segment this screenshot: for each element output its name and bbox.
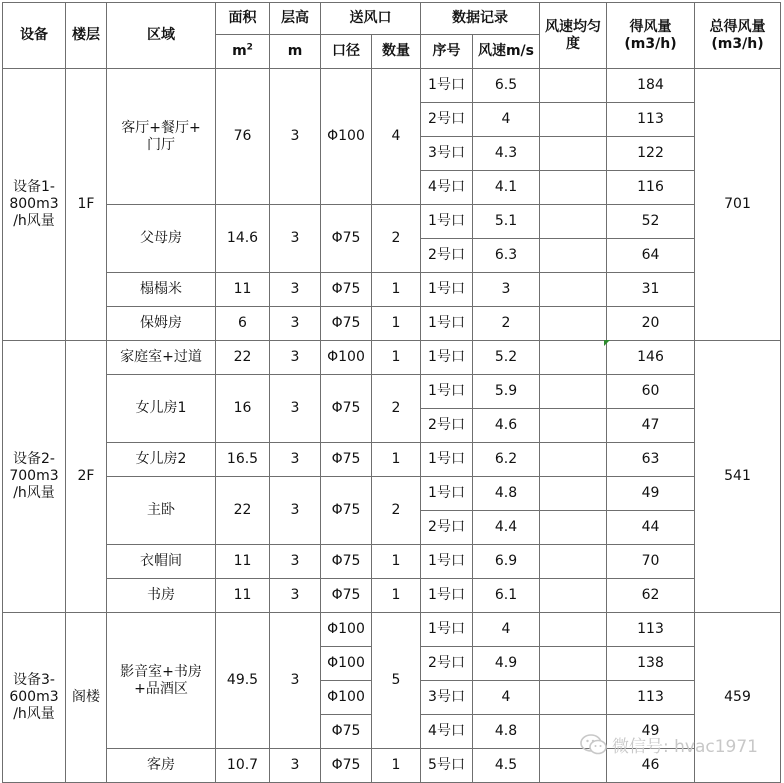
table-row [3,545,781,579]
total-airflow-cell: 701 [695,69,781,341]
total-airflow-cell: 541 [695,341,781,613]
watermark-text: 微信号: hvac1971 [612,737,758,757]
air-speed-cell: 4.3 [473,137,540,171]
room-height-cell: 3 [270,477,321,545]
table-row [3,307,781,341]
airflow-cell: 49 [607,715,695,749]
airflow-cell: 146 [607,341,695,375]
air-speed-cell: 4.8 [473,715,540,749]
airflow-cell: 46 [607,749,695,783]
vent-no-cell: 5号口 [421,749,473,783]
vent-no-cell: 1号口 [421,477,473,511]
vent-no-cell: 1号口 [421,579,473,613]
uniformity-cell [540,443,607,477]
uniformity-cell [540,341,607,375]
vent-count-cell: 2 [372,375,421,443]
vent-count-cell: 2 [372,205,421,273]
room-area-cell: 10.7 [216,749,270,783]
uniformity-cell [540,477,607,511]
vent-count-cell: 1 [372,545,421,579]
vent-count-cell: 4 [372,69,421,205]
room-height-cell: 3 [270,375,321,443]
vent-count-cell: 1 [372,749,421,783]
room-height-cell: 3 [270,341,321,375]
vent-no-cell: 1号口 [421,341,473,375]
vent-no-cell: 3号口 [421,681,473,715]
vent-diameter-cell: Φ75 [321,579,372,613]
vent-diameter-cell: Φ75 [321,375,372,443]
room-name-cell: 衣帽间 [107,545,216,579]
room-area-cell: 49.5 [216,613,270,749]
room-area-cell: 16 [216,375,270,443]
vent-diameter-cell: Φ100 [321,69,372,205]
vent-no-cell: 1号口 [421,69,473,103]
airflow-cell: 52 [607,205,695,239]
room-name-cell: 保姆房 [107,307,216,341]
header-height: 层高 [270,3,321,35]
table-row [3,579,781,613]
vent-count-cell: 5 [372,613,421,749]
airflow-cell: 47 [607,409,695,443]
uniformity-cell [540,69,607,103]
header-total-airflow: 总得风量 (m3/h) [695,3,781,69]
vent-diameter-cell: Φ75 [321,715,372,749]
room-name-cell: 女儿房1 [107,375,216,443]
header-floor: 楼层 [66,3,107,69]
airflow-cell: 60 [607,375,695,409]
vent-no-cell: 1号口 [421,443,473,477]
size-unit-sup: 2 [246,42,253,53]
uniformity-cell [540,273,607,307]
uniformity-cell [540,647,607,681]
vent-no-cell: 1号口 [421,613,473,647]
airflow-cell: 184 [607,69,695,103]
room-height-cell: 3 [270,443,321,477]
uniformity-cell [540,613,607,647]
uniformity-cell [540,579,607,613]
header-record-speed: 风速m/s [473,35,540,69]
cell-corner-mark [604,340,610,346]
table-row [3,375,781,409]
header-size: 面积 [216,3,270,35]
room-name-cell: 榻榻米 [107,273,216,307]
vent-diameter-cell: Φ100 [321,613,372,647]
room-name-cell: 书房 [107,579,216,613]
room-name-cell: 影音室+书房 +品酒区 [107,613,216,749]
uniformity-cell [540,681,607,715]
air-speed-cell: 4 [473,613,540,647]
room-name-cell: 家庭室+过道 [107,341,216,375]
air-speed-cell: 5.2 [473,341,540,375]
airflow-cell: 113 [607,681,695,715]
airflow-cell: 63 [607,443,695,477]
vent-diameter-cell: Φ75 [321,545,372,579]
air-speed-cell: 4.9 [473,647,540,681]
air-speed-cell: 4.4 [473,511,540,545]
airflow-cell: 138 [607,647,695,681]
airflow-cell: 113 [607,613,695,647]
vent-diameter-cell: Φ75 [321,477,372,545]
air-speed-cell: 5.1 [473,205,540,239]
table-row [3,273,781,307]
uniformity-cell [540,103,607,137]
room-name-cell: 父母房 [107,205,216,273]
vent-no-cell: 4号口 [421,715,473,749]
uniformity-cell [540,307,607,341]
vent-diameter-cell: Φ75 [321,443,372,477]
table-row [3,749,781,783]
vent-no-cell: 2号口 [421,511,473,545]
airflow-table [2,2,781,783]
room-height-cell: 3 [270,579,321,613]
header-device: 设备 [3,3,66,69]
air-speed-cell: 6.9 [473,545,540,579]
air-speed-cell: 6.5 [473,69,540,103]
vent-no-cell: 3号口 [421,137,473,171]
room-height-cell: 3 [270,273,321,307]
vent-count-cell: 1 [372,579,421,613]
vent-diameter-cell: Φ100 [321,341,372,375]
air-speed-cell: 4 [473,103,540,137]
vent-no-cell: 4号口 [421,171,473,205]
vent-count-cell: 2 [372,477,421,545]
vent-no-cell: 2号口 [421,647,473,681]
room-height-cell: 3 [270,205,321,273]
header-record: 数据记录 [421,3,540,35]
floor-cell: 2F [66,341,107,613]
device-cell: 设备1- 800m3 /h风量 [3,69,66,341]
airflow-cell: 113 [607,103,695,137]
room-height-cell: 3 [270,307,321,341]
uniformity-cell [540,511,607,545]
table-row [3,341,781,375]
room-area-cell: 16.5 [216,443,270,477]
table-row [3,443,781,477]
airflow-cell: 44 [607,511,695,545]
vent-diameter-cell: Φ75 [321,749,372,783]
room-area-cell: 76 [216,69,270,205]
vent-count-cell: 1 [372,307,421,341]
uniformity-cell [540,545,607,579]
vent-no-cell: 1号口 [421,545,473,579]
header-height-unit: m [270,35,321,69]
vent-diameter-cell: Φ75 [321,273,372,307]
room-area-cell: 11 [216,545,270,579]
airflow-cell: 49 [607,477,695,511]
vent-diameter-cell: Φ100 [321,647,372,681]
room-area-cell: 14.6 [216,205,270,273]
vent-count-cell: 1 [372,341,421,375]
air-speed-cell: 6.2 [473,443,540,477]
room-area-cell: 22 [216,477,270,545]
airflow-cell: 31 [607,273,695,307]
vent-count-cell: 1 [372,273,421,307]
table-row [3,613,781,647]
air-speed-cell: 4.8 [473,477,540,511]
air-speed-cell: 5.9 [473,375,540,409]
uniformity-cell [540,205,607,239]
airflow-cell: 62 [607,579,695,613]
room-name-cell: 主卧 [107,477,216,545]
header-airflow: 得风量 (m3/h) [607,3,695,69]
airflow-cell: 116 [607,171,695,205]
table-row [3,477,781,511]
air-speed-cell: 4.5 [473,749,540,783]
airflow-cell: 20 [607,307,695,341]
room-area-cell: 22 [216,341,270,375]
uniformity-cell [540,749,607,783]
room-area-cell: 11 [216,273,270,307]
vent-no-cell: 1号口 [421,205,473,239]
room-name-cell: 女儿房2 [107,443,216,477]
vent-no-cell: 2号口 [421,103,473,137]
airflow-cell: 70 [607,545,695,579]
header-size-unit [216,35,270,69]
vent-no-cell: 2号口 [421,239,473,273]
vent-no-cell: 1号口 [421,307,473,341]
room-height-cell: 3 [270,69,321,205]
airflow-cell: 122 [607,137,695,171]
header-uniformity: 风速均匀 度 [540,3,607,69]
room-area-cell: 11 [216,579,270,613]
uniformity-cell [540,375,607,409]
uniformity-cell [540,239,607,273]
vent-no-cell: 2号口 [421,409,473,443]
header-area: 区域 [107,3,216,69]
header-vent-count: 数量 [372,35,421,69]
air-speed-cell: 4.6 [473,409,540,443]
air-speed-cell: 3 [473,273,540,307]
uniformity-cell [540,409,607,443]
air-speed-cell: 6.3 [473,239,540,273]
vent-no-cell: 1号口 [421,375,473,409]
size-unit-text: m [232,43,247,59]
device-cell: 设备2- 700m3 /h风量 [3,341,66,613]
uniformity-cell [540,137,607,171]
total-airflow-cell: 459 [695,613,781,783]
header-vent: 送风口 [321,3,421,35]
air-speed-cell: 2 [473,307,540,341]
table-row [3,205,781,239]
vent-diameter-cell: Φ75 [321,205,372,273]
vent-diameter-cell: Φ100 [321,681,372,715]
airflow-cell: 64 [607,239,695,273]
vent-count-cell: 1 [372,443,421,477]
room-area-cell: 6 [216,307,270,341]
vent-diameter-cell: Φ75 [321,307,372,341]
air-speed-cell: 4.1 [473,171,540,205]
table-body [3,69,781,783]
room-height-cell: 3 [270,749,321,783]
room-name-cell: 客房 [107,749,216,783]
vent-no-cell: 1号口 [421,273,473,307]
room-name-cell: 客厅+餐厅+ 门厅 [107,69,216,205]
floor-cell: 1F [66,69,107,341]
device-cell: 设备3- 600m3 /h风量 [3,613,66,783]
air-speed-cell: 4 [473,681,540,715]
floor-cell: 阁楼 [66,613,107,783]
table-row [3,69,781,103]
room-height-cell: 3 [270,545,321,579]
header-vent-diameter: 口径 [321,35,372,69]
room-height-cell: 3 [270,613,321,749]
header-record-no: 序号 [421,35,473,69]
uniformity-cell [540,171,607,205]
air-speed-cell: 6.1 [473,579,540,613]
uniformity-cell [540,715,607,749]
